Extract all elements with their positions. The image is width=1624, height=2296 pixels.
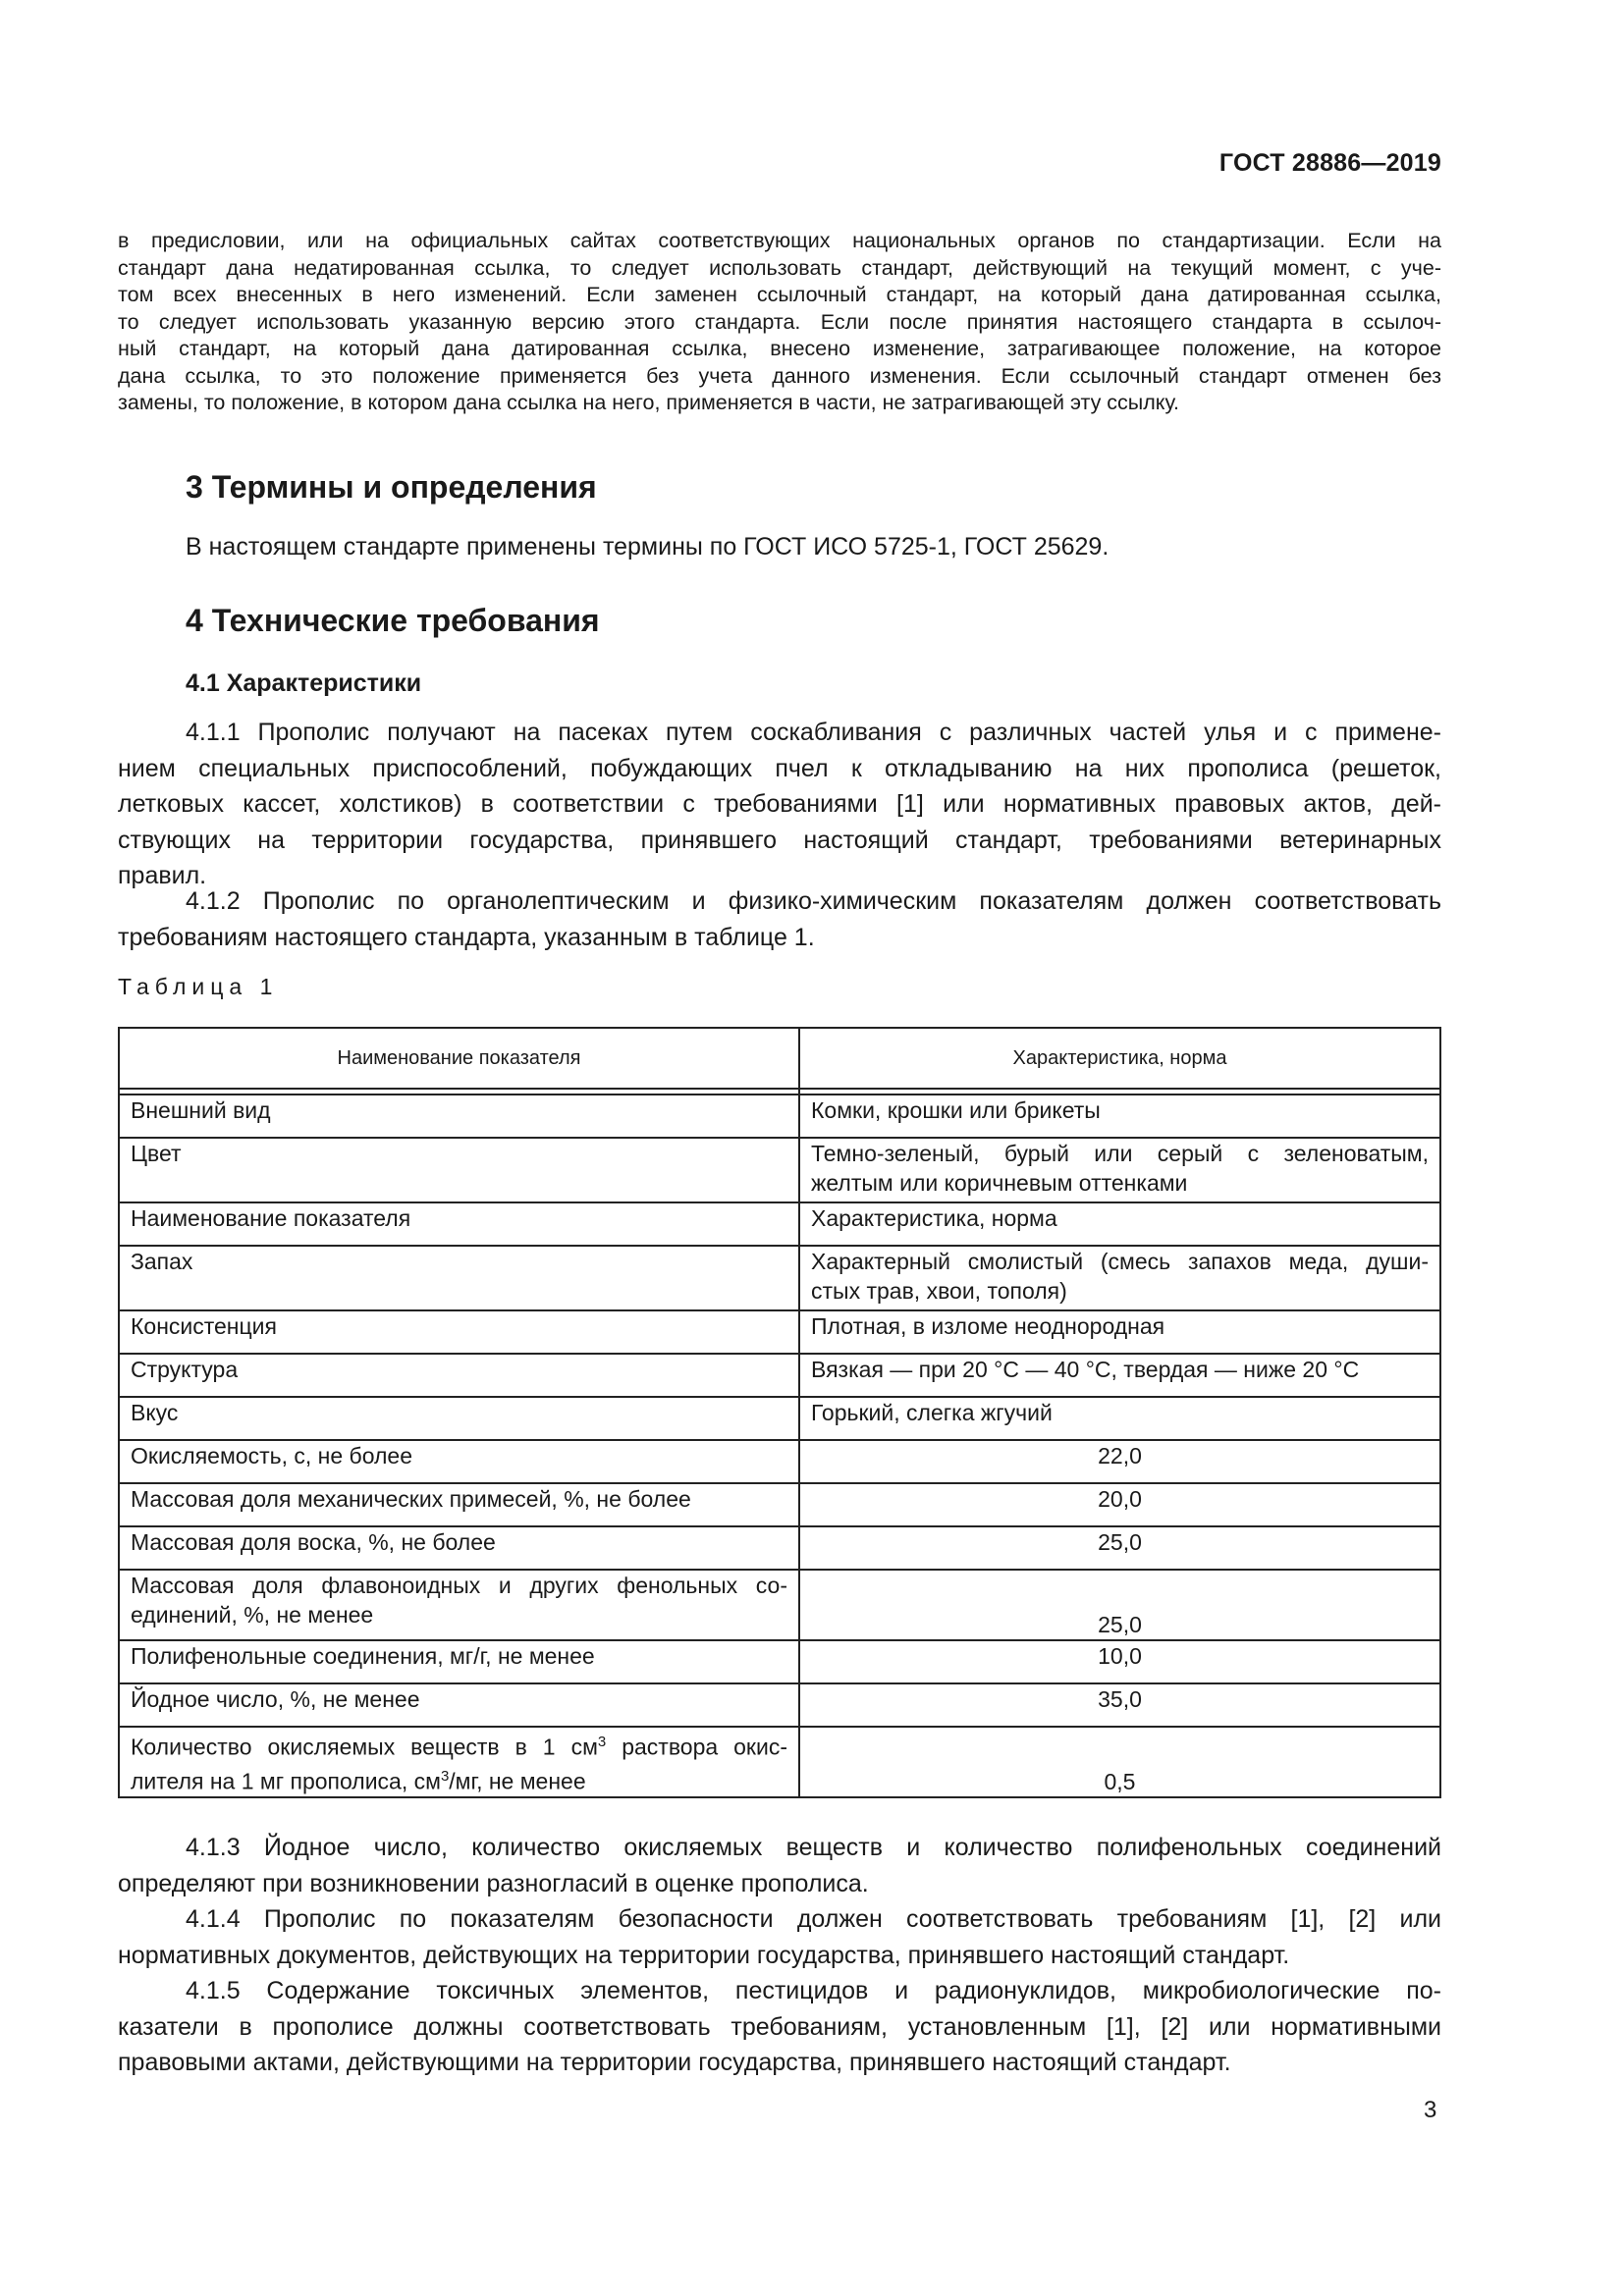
table-row [119,1246,1440,1310]
name-line: Массовая доля флавоноидных и других фенольных со- [131,1573,787,1598]
table-row [119,1354,1440,1397]
row-name: Внешний вид [119,1095,799,1138]
value-number: 0,5 [1104,1769,1136,1794]
row-value: Горький, слегка жгучий [799,1397,1440,1440]
value-line: стых трав, хвои, тополя) [811,1278,1067,1304]
paragraph-line: 4.1.4 Прополис по показателям безопасности должен соответствовать требованиям [1], [2] или [186,1905,1441,1933]
value-number: 10,0 [1098,1643,1142,1669]
table-header-row [119,1028,1440,1089]
row-value [799,1640,1440,1683]
row-name: Массовая доля воска, %, не более [119,1526,799,1570]
paragraph-4-1-5 [118,1973,1441,2081]
characteristics-table [118,1027,1441,1798]
paragraph-4-1-3 [118,1830,1441,1901]
section-4-title: 4 Технические требования [186,603,600,638]
row-value [799,1683,1440,1727]
paragraph-line: 4.1.1 Прополис получают на пасеках путем соскабливания с различных частей улья и с примене- [186,719,1441,746]
paragraph-line: 4.1.3 Йодное число, количество окисляемых веществ и количество полифенольных соединений [186,1834,1441,1861]
value-number: 25,0 [1098,1612,1142,1637]
section-3-text: В настоящем стандарте применены термины по ГОСТ ИСО 5725-1, ГОСТ 25629. [186,533,1110,561]
table-row [119,1202,1440,1246]
row-name: Структура [119,1354,799,1397]
table-row [119,1397,1440,1440]
value-number: 20,0 [1098,1486,1142,1512]
paragraph-line: казатели в прополисе должны соответствовать требованиям, установленным [1], [2] или нормативными [118,2012,1441,2041]
row-name: Йодное число, %, не менее [119,1683,799,1727]
intro-line: замены, то положение, в котором дана ссылка на него, применяется в части, не затрагивающей эту ссылку. [118,391,1180,414]
paragraph-4-1-2 [118,883,1441,955]
row-name [119,1570,799,1640]
table-row [119,1440,1440,1483]
row-value: Плотная, в изломе неоднородная [799,1310,1440,1354]
value-number: 22,0 [1098,1443,1142,1468]
row-name: Цвет [119,1138,799,1202]
row-value [799,1526,1440,1570]
row-name: Консистенция [119,1310,799,1354]
paragraph-line: правовыми актами, действующими на территории государства, принявшего настоящий стандарт. [118,2049,1231,2076]
row-value [799,1138,1440,1202]
table-row [119,1483,1440,1526]
table-row [119,1095,1440,1138]
row-value: Характеристика, норма [799,1202,1440,1246]
row-name: Окисляемость, с, не более [119,1440,799,1483]
row-name: Вкус [119,1397,799,1440]
paragraph-4-1-1 [118,715,1441,894]
row-value: Вязкая — при 20 °С — 40 °С, твердая — ниже 20 °С [799,1354,1440,1397]
section-3-title: 3 Термины и определения [186,469,597,505]
row-value [799,1440,1440,1483]
table-caption: Таблица 1 [118,974,279,999]
intro-line: стандарт дана недатированная ссылка, то следует использовать стандарт, действующий на текущий момент, с уче- [118,255,1441,280]
paragraph-line: ствующих на территории государства, принявшего настоящий стандарт, требованиями ветеринарных [118,826,1441,854]
value-line: Темно-зеленый, бурый или серый с зеленоватым, [811,1141,1429,1166]
paragraph-line: требованиям настоящего стандарта, указанным в таблице 1. [118,923,815,951]
value-line: желтым или коричневым оттенками [811,1170,1188,1196]
paragraph-line: определяют при возникновении разногласий в оценке прополиса. [118,1869,869,1897]
value-number: 35,0 [1098,1686,1142,1712]
paragraph-4-1-4 [118,1901,1441,1973]
name-line: Количество окисляемых веществ в 1 $см^3$ раствора окис- [131,1734,787,1760]
intro-line: то следует использовать указанную версию этого стандарта. Если после принятия настоящего стандарта в ссылоч- [118,309,1441,334]
table-row [119,1640,1440,1683]
intro-line: том всех внесенных в него изменений. Если заменен ссылочный стандарт, на который дана датированная ссылка, [118,283,1441,306]
row-name: Наименование показателя [119,1202,799,1246]
header-cell-name: Наименование показателя [119,1028,799,1089]
intro-paragraph [118,228,1441,417]
row-value [799,1246,1440,1310]
document-code: ГОСТ 28886—2019 [1218,149,1441,177]
paragraph-line: нием специальных приспособлений, побуждающих пчел к откладыванию на них прополиса (решеток, [118,754,1441,782]
name-line: единений, %, не менее [131,1602,374,1628]
row-value [799,1483,1440,1526]
row-name [119,1727,799,1797]
table-row [119,1727,1440,1797]
table-row [119,1138,1440,1202]
value-line: Характерный смолистый (смесь запахов меда, души- [811,1249,1429,1274]
value-number: 25,0 [1098,1529,1142,1555]
page-number: 3 [1424,2097,1437,2123]
row-name: Запах [119,1246,799,1310]
table-row [119,1526,1440,1570]
name-line: лителя на 1 мг прополиса, $см^3/мг$, не менее [131,1767,586,1794]
paragraph-line: летковых кассет, холстиков) в соответствии с требованиями [1] или нормативных правовых актов, дей- [118,790,1441,818]
intro-line: дана ссылка, то это положение применяется без учета данного изменения. Если ссылочный стандарт отменен без [118,363,1441,388]
table-row [119,1683,1440,1727]
row-name: Полифенольные соединения, мг/г, не менее [119,1640,799,1683]
intro-line: в предисловии, или на официальных сайтах соответствующих национальных органов по стандартизации. Если на [118,229,1441,252]
intro-line: ный стандарт, на который дана датированная ссылка, внесено изменение, затрагивающее положение, на которое [118,337,1441,360]
paragraph-line: нормативных документов, действующих на территории государства, принявшего настоящий стандарт. [118,1941,1290,1969]
paragraph-line: 4.1.5 Содержание токсичных элементов, пестицидов и радионуклидов, микробиологические по- [186,1977,1441,2004]
row-value [799,1570,1440,1640]
row-value [799,1727,1440,1797]
row-name: Массовая доля механических примесей, %, не более [119,1483,799,1526]
table-row [119,1570,1440,1640]
row-value: Комки, крошки или брикеты [799,1095,1440,1138]
table-row [119,1310,1440,1354]
subsection-4-1-title: 4.1 Характеристики [186,669,422,697]
paragraph-line: правил. [118,862,207,889]
header-cell-value: Характеристика, норма [799,1028,1440,1089]
paragraph-line: 4.1.2 Прополис по органолептическим и физико-химическим показателям должен соответствовать [186,887,1441,915]
